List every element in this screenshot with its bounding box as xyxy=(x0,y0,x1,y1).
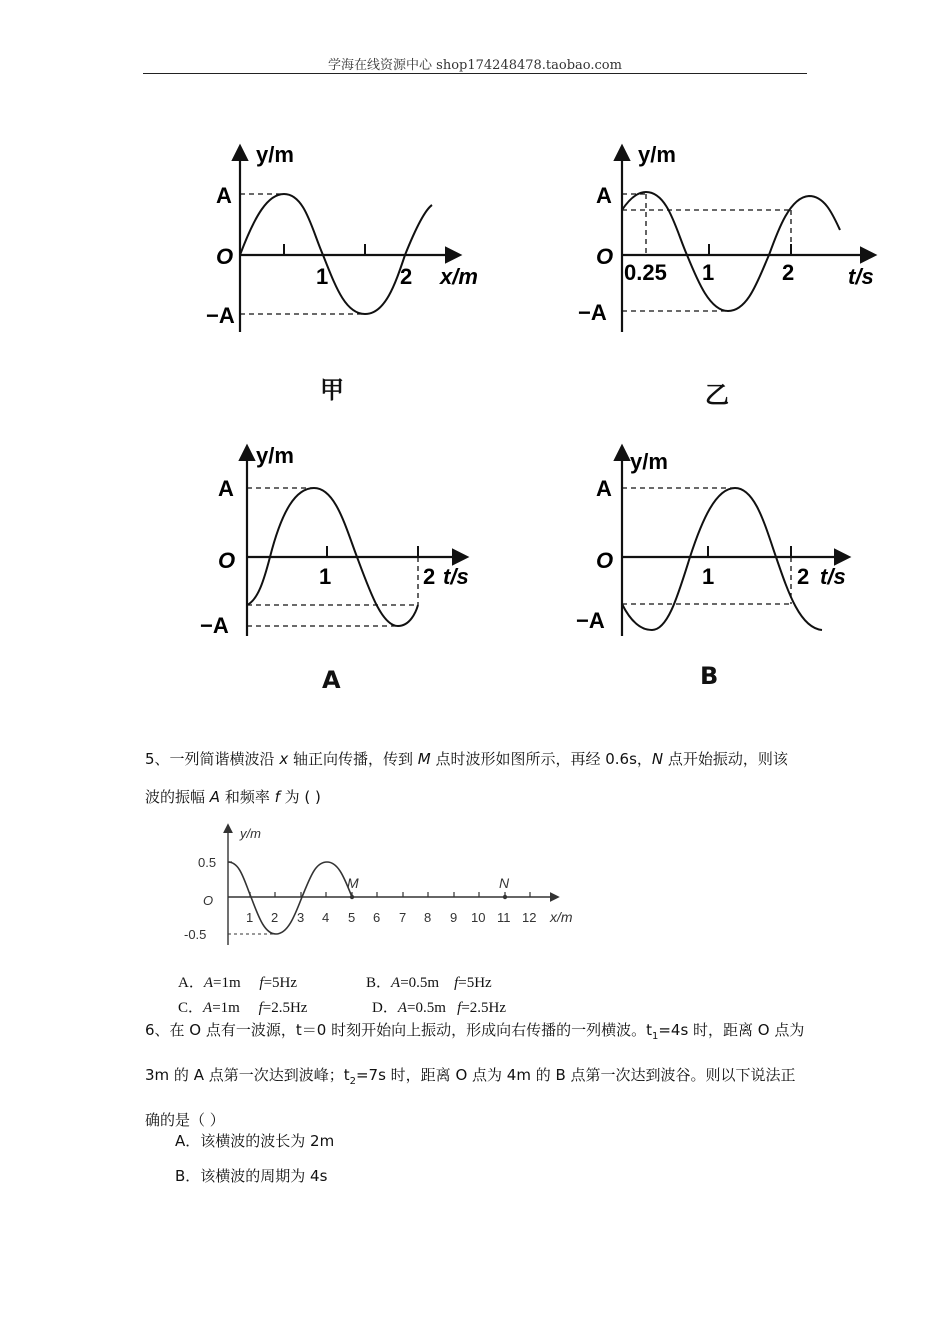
a-xtick-2: 2 xyxy=(423,564,436,589)
q5-option-b[interactable]: B．A=0.5m f=5Hz xyxy=(366,975,492,991)
b-ytick-A: A xyxy=(596,476,612,501)
a-ytick-O: O xyxy=(218,548,236,573)
q5-label-m: M xyxy=(347,875,359,891)
caption-option-a: A xyxy=(322,666,341,694)
figure-option-a xyxy=(200,440,490,640)
jia-ytick-A: A xyxy=(216,183,232,208)
q5-line1: 5、一列简谐横波沿 x 轴正向传播，传到 M 点时波形如图所示，再经 0.6s，N 点开始振动，则该 xyxy=(145,750,788,768)
q5-line2: 波的振幅 A 和频率 f 为 ( ) xyxy=(145,788,321,806)
a-ytick-negA: −A xyxy=(200,613,229,638)
svg-text:3: 3 xyxy=(297,910,305,925)
b-ytick-O: O xyxy=(596,548,614,573)
q5-wave-figure xyxy=(180,820,595,965)
b-xtick-1: 1 xyxy=(702,564,715,589)
caption-jia: 甲 xyxy=(320,376,344,404)
a-ylabel: y/m xyxy=(256,443,294,468)
jia-xlabel: x/m xyxy=(440,264,478,289)
header-rule xyxy=(143,73,807,74)
q5-label-n: N xyxy=(499,875,510,891)
yi-ytick-A: A xyxy=(596,183,612,208)
figure-yi xyxy=(570,140,890,340)
jia-ylabel: y/m xyxy=(256,142,294,167)
b-ylabel: y/m xyxy=(630,449,668,474)
yi-xtick-1: 1 xyxy=(702,260,715,285)
q5-ytick-o: O xyxy=(203,893,214,908)
jia-xtick-2: 2 xyxy=(400,264,413,289)
q6-option-a[interactable]: A．该横波的波长为 2m xyxy=(175,1132,335,1150)
caption-option-b: B xyxy=(700,662,719,690)
figure-jia xyxy=(200,140,500,340)
svg-text:5: 5 xyxy=(348,910,356,925)
svg-text:2: 2 xyxy=(271,910,279,925)
svg-text:1: 1 xyxy=(246,910,254,925)
jia-ytick-O: O xyxy=(216,244,234,269)
page-header: 学海在线资源中心 shop174248478.taobao.com xyxy=(328,58,622,73)
q5-ytick-neg05: -0.5 xyxy=(184,927,207,942)
yi-xtick-025: 0.25 xyxy=(624,260,667,285)
yi-ytick-O: O xyxy=(596,244,614,269)
q5-option-d[interactable]: D．A=0.5m f=2.5Hz xyxy=(372,1000,507,1016)
svg-text:6: 6 xyxy=(373,910,381,925)
q5-option-c[interactable]: C．A=1m f=2.5Hz xyxy=(178,1000,308,1016)
yi-ylabel: y/m xyxy=(638,142,676,167)
caption-yi: 乙 xyxy=(705,381,729,409)
svg-text:4: 4 xyxy=(322,910,330,925)
q5-ylabel: y/m xyxy=(240,826,261,841)
a-ytick-A: A xyxy=(218,476,234,501)
b-ytick-negA: −A xyxy=(576,608,605,633)
a-xlabel: t/s xyxy=(443,564,469,589)
b-xlabel: t/s xyxy=(820,564,846,589)
yi-xlabel: t/s xyxy=(848,264,874,289)
svg-text:9: 9 xyxy=(450,910,458,925)
svg-text:10: 10 xyxy=(471,910,486,925)
q5-option-a[interactable]: A．A=1m f=5Hz xyxy=(178,975,298,991)
jia-ytick-negA: −A xyxy=(206,303,235,328)
b-xtick-2: 2 xyxy=(797,564,810,589)
point-m xyxy=(350,895,354,899)
yi-ytick-negA: −A xyxy=(578,300,607,325)
q5-xlabel: x/m xyxy=(550,909,573,925)
svg-text:11: 11 xyxy=(497,910,511,925)
wave-curve xyxy=(622,488,822,630)
figure-option-b xyxy=(570,440,860,640)
a-xtick-1: 1 xyxy=(319,564,332,589)
jia-xtick-1: 1 xyxy=(316,264,329,289)
svg-text:8: 8 xyxy=(424,910,432,925)
q6-option-b[interactable]: B．该横波的周期为 4s xyxy=(175,1167,328,1185)
yi-xtick-2: 2 xyxy=(782,260,795,285)
svg-text:7: 7 xyxy=(399,910,407,925)
point-n xyxy=(503,895,507,899)
q5-ytick-05: 0.5 xyxy=(198,855,217,870)
svg-text:12: 12 xyxy=(522,910,537,925)
q6-stem: 6、在 O 点有一波源，t＝0 时刻开始向上振动，形成向右传播的一列横波。$t_1=4s$ 时，距离 O 点为 3m 的 A 点第一次达到波峰；$t_2=7s$ 时，距离 O 点为 4m 的 B 点第一次达到波谷。则以下说法正确的是（ ） xyxy=(145,1021,805,1129)
